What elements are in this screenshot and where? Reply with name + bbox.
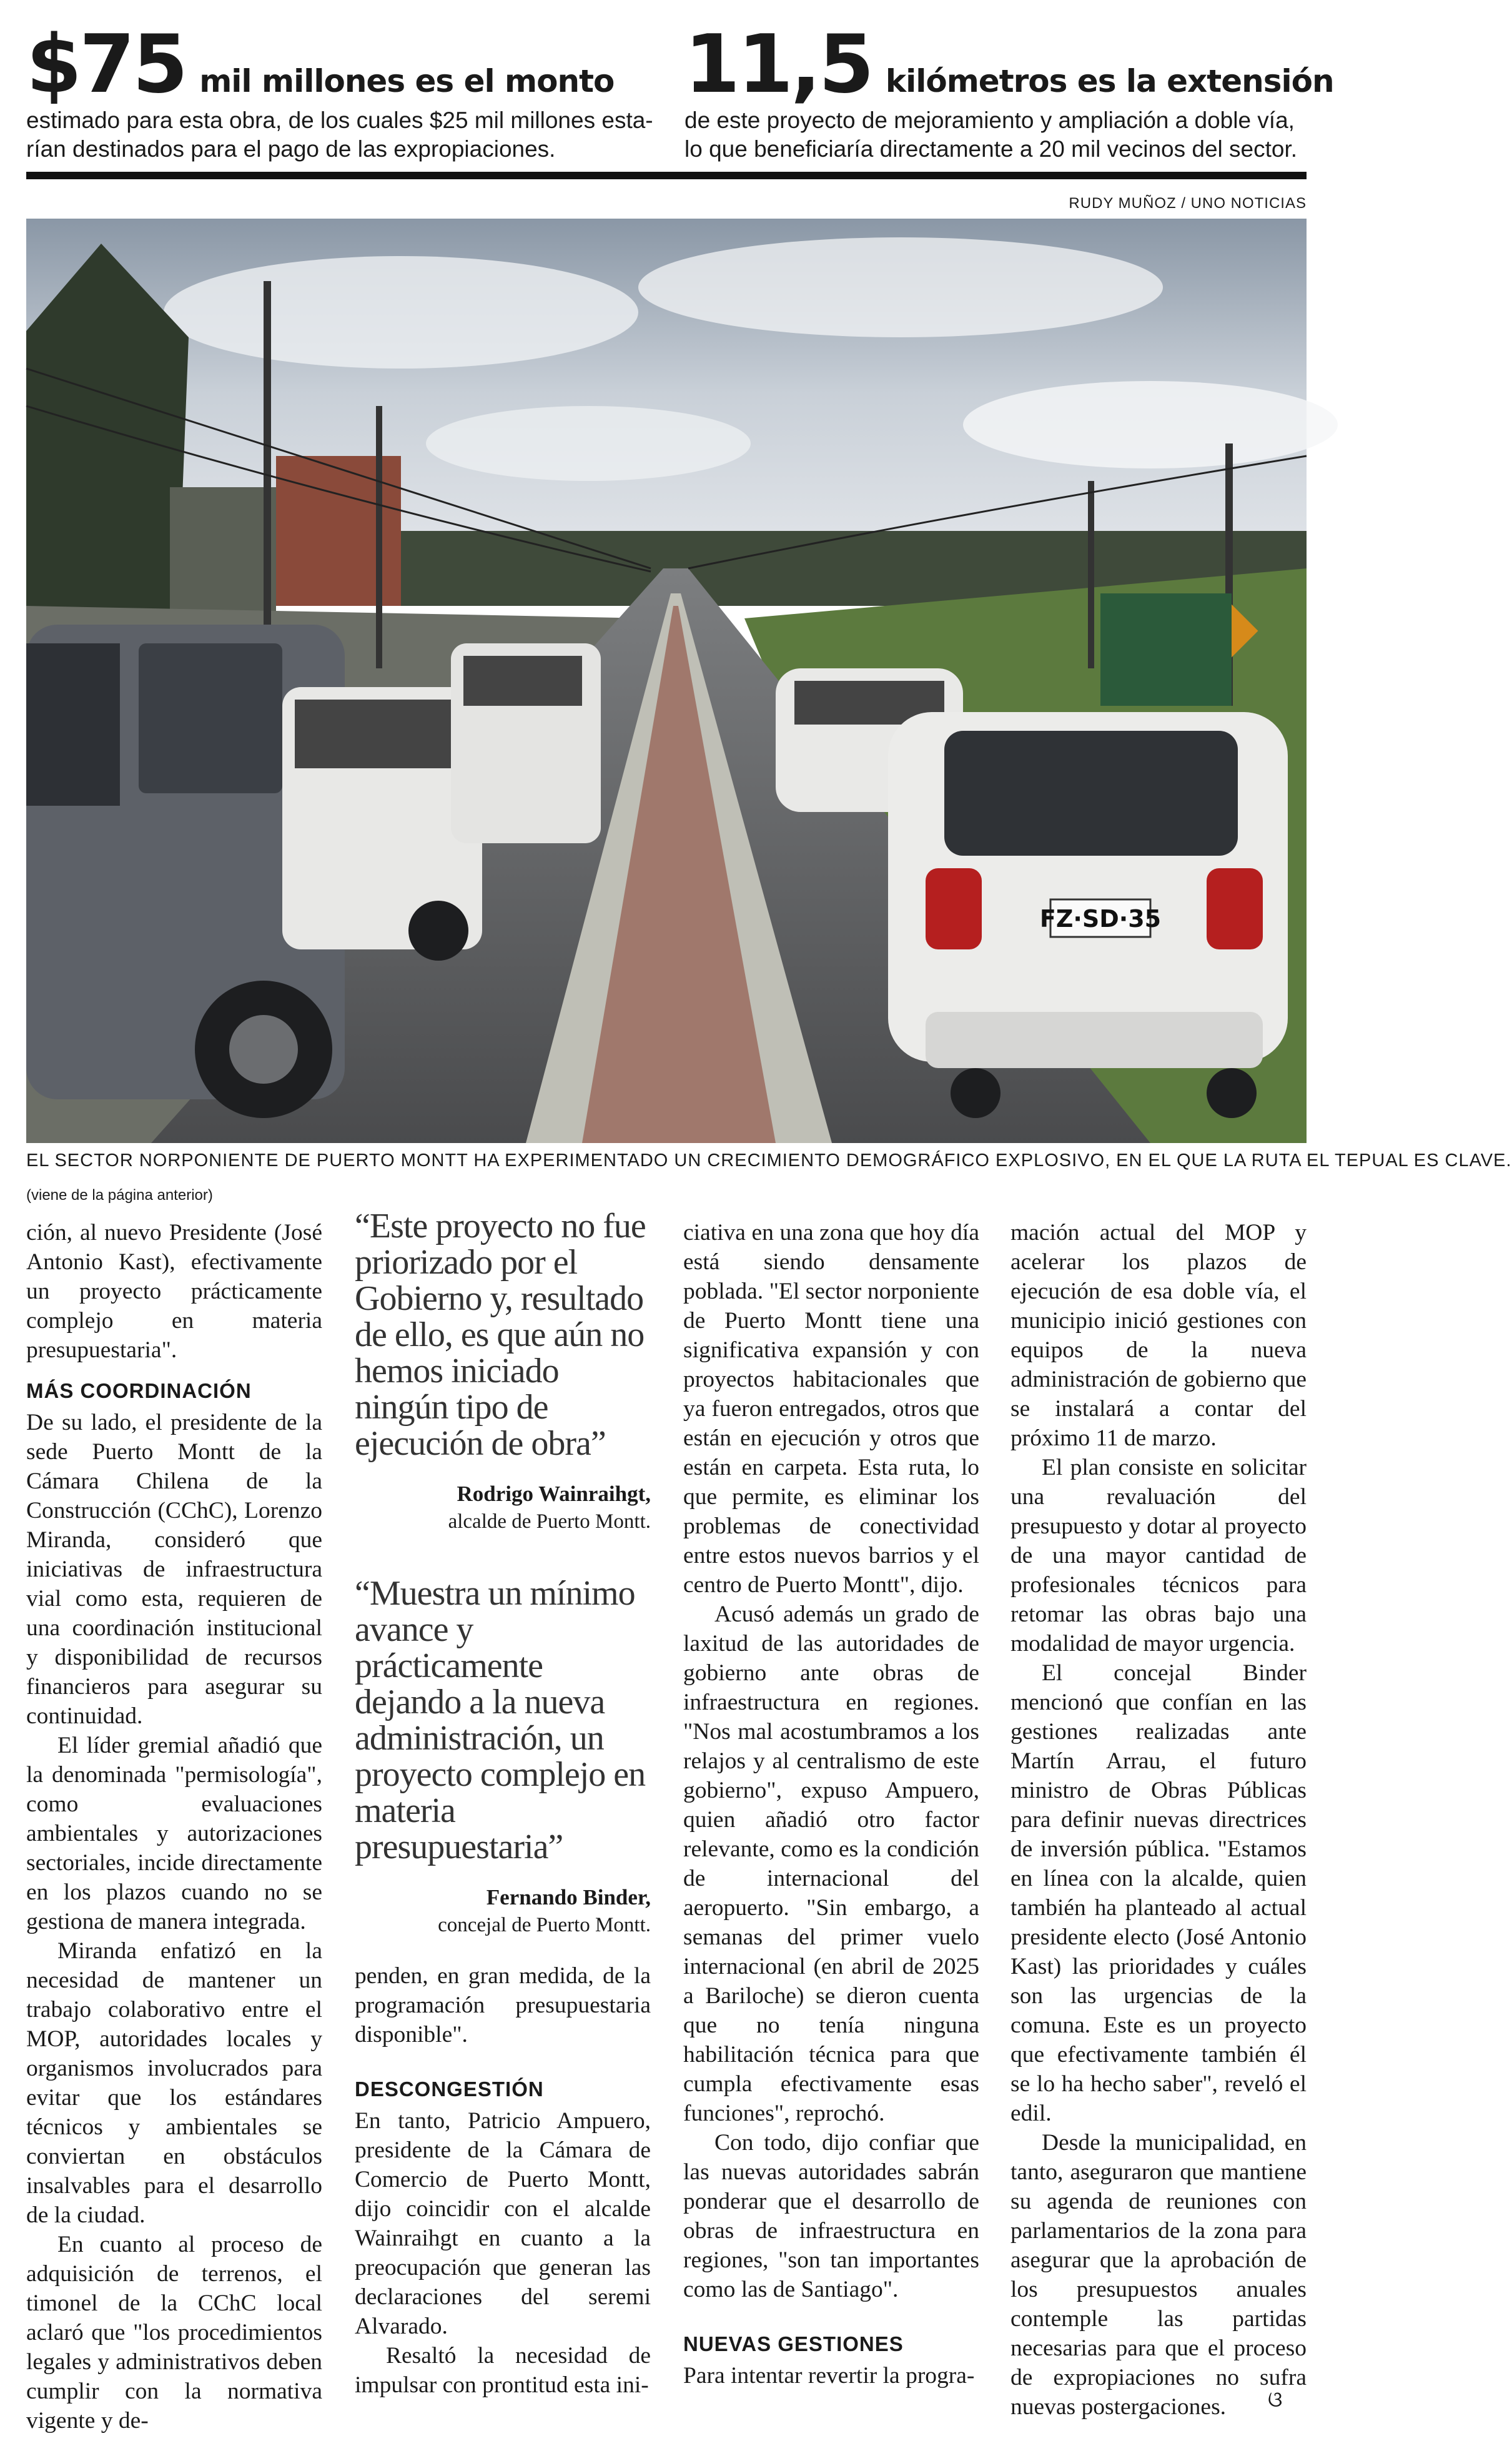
subheading: DESCONGESTIÓN	[355, 2077, 544, 2101]
quote-author: Fernando Binder,	[486, 1885, 651, 1909]
stat-figure: $75	[26, 18, 186, 111]
pole	[376, 406, 382, 668]
quote-role: concejal de Puerto Montt.	[438, 1914, 651, 1936]
pull-quote: “Este proyecto no fue priorizado por el Gobierno y, resultado de ello, es que aún no hemos iniciado ningún tipo de ejecución de obra”	[355, 1207, 646, 1463]
stat-headline: kilómetros es la extensión	[885, 63, 1334, 99]
end-of-article-icon: ଓ	[1268, 2387, 1283, 2412]
article-column-4	[1010, 1218, 1307, 2422]
road-photo	[26, 219, 1307, 1143]
white-car-left	[451, 643, 601, 843]
paragraph: En cuanto al proceso de adquisición de terrenos, el timonel de la CChC local aclaró que "los procedimientos legales y administrativos deben cumplir con la normativa vigente y de-	[26, 2232, 322, 2434]
truck-cab	[1100, 593, 1232, 706]
paragraph: Para intentar revertir la progra-	[683, 2363, 975, 2389]
cloud	[638, 237, 1163, 337]
paragraph: penden, en gran medida, de la programación presupuestaria disponible".	[355, 1963, 651, 2047]
paragraph: ción, al nuevo Presidente (José Antonio Kast), efectivamente un proyecto prácticamente complejo en materia presupuestaria".	[26, 1220, 322, 1363]
paragraph: En tanto, Patricio Ampuero, presidente de la Cámara de Comercio de Puerto Montt, dijo coincidir con el alcalde Wainraihgt en cuanto a la preocupación que generan las declaraciones del seremi Alvarado.	[355, 2108, 651, 2339]
pole	[264, 281, 271, 681]
cloud	[426, 406, 751, 481]
stat-block-cost	[26, 18, 670, 164]
cloud	[164, 256, 638, 369]
divider-rule	[26, 172, 1307, 179]
paragraph: Desde la municipalidad, en tanto, aseguraron que mantiene su agenda de reuniones con parlamentarios de la zona para asegurar que la aprobación de los presupuestos anuales contemple las partidas necesarias para que el proceso de expropiaciones no sufra nuevas postergaciones.	[1010, 2130, 1307, 2420]
paragraph: El plan consiste en solicitar una revaluación del presupuesto y dotar al proyecto de una mayor cantidad de profesionales técnicos para retomar las obras bajo una modalidad de mayor urgencia.	[1010, 1455, 1307, 1656]
building	[170, 487, 276, 612]
stat-detail: estimado para esta obra, de los cuales $25 mil millones esta-rían destinados para el pago de las expropiaciones.	[26, 107, 653, 162]
quote-author: Rodrigo Wainraihgt,	[457, 1482, 651, 1506]
paragraph: El concejal Binder mencionó que confían en las gestiones realizadas ante Martín Arrau, el futuro ministro de Obras Públicas para definir nuevas directrices de inversión pública. "Estamos en línea con la alcalde, quien también ha planteado al actual presidente electo (José Antonio Kast) las prioridades y cuáles son las urgencias de la comuna. Este es un proyecto que efectivamente también él se lo ha hecho saber", reveló el edil.	[1010, 1660, 1307, 2126]
cloud	[963, 381, 1338, 468]
pole	[1088, 481, 1094, 668]
paragraph: Con todo, dijo confiar que las nuevas autoridades sabrán ponderar que el desarrollo de obras de infraestructura en regiones, "son tan importantes como las de Santiago".	[683, 2130, 979, 2302]
article-column-2-text	[355, 1961, 651, 2400]
paragraph: mación actual del MOP y acelerar los plazos de ejecución de esa doble vía, el municipio inició gestiones con equipos de la nueva administración de gobierno que se instalará a contar del próximo 11 de marzo.	[1010, 1220, 1307, 1451]
stat-detail: de este proyecto de mejoramiento y ampliación a doble vía, lo que beneficiaría directamente a 20 mil vecinos del sector.	[684, 107, 1298, 162]
stat-figure: 11,5	[684, 18, 872, 111]
photo-credit: RUDY MUÑOZ / UNO NOTICIAS	[1069, 195, 1307, 212]
license-plate: FZ·SD·35	[1039, 905, 1162, 933]
quote-role: alcalde de Puerto Montt.	[448, 1510, 651, 1533]
white-car-main	[888, 712, 1288, 1118]
paragraph: Resaltó la necesidad de impulsar con prontitud esta ini-	[355, 2343, 651, 2398]
paragraph: De su lado, el presidente de la sede Puerto Montt de la Cámara Chilena de la Construcción (CChC), Lorenzo Miranda, consideró que iniciativas de infraestructura vial como esta, requieren de una coordinación institucional y disponibilidad de recursos financieros para asegurar su continuidad.	[26, 1410, 322, 1729]
pull-quote: “Muestra un mínimo avance y prácticamente dejando a la nueva administración, un proyecto complejo en materia presupuestaria”	[355, 1574, 646, 1866]
paragraph: El líder gremial añadió que la denominada "permisología", como evaluaciones ambientales y autorizaciones sectoriales, incide directamente en los plazos cuando no se gestiona de manera integrada.	[26, 1733, 322, 1934]
article-column-2	[355, 1208, 651, 1939]
subheading: NUEVAS GESTIONES	[683, 2332, 904, 2355]
paragraph: Miranda enfatizó en la necesidad de mantener un trabajo colaborativo entre el MOP, autoridades locales y organismos involucrados para evitar que los estándares técnicos y ambientales se conviertan en obstáculos insalvables para el desarrollo de la ciudad.	[26, 1938, 322, 2228]
subheading: MÁS COORDINACIÓN	[26, 1379, 252, 1402]
stat-block-length	[684, 18, 1334, 164]
stat-headline: mil millones es el monto	[199, 63, 615, 99]
quote-attribution	[355, 1480, 651, 1535]
paragraph: ciativa en una zona que hoy día está siendo densamente poblada. "El sector norponiente de Puerto Montt tiene una significativa expansión y con proyectos habitacionales que ya fueron entregados, otros que están en ejecución y otros que están en carpeta. Esta ruta, lo que permite, es eliminar los problemas de conectividad entre estos nuevos barrios y el centro de Puerto Montt", dijo.	[683, 1220, 979, 1598]
article-column-1	[26, 1218, 322, 2435]
photo-caption: EL SECTOR NORPONIENTE DE PUERTO MONTT HA EXPERIMENTADO UN CRECIMIENTO DEMOGRÁFICO EXPLOSIVO, EN EL QUE LA RUTA EL TEPUAL ES CLAVE.	[26, 1151, 1512, 1171]
continued-note: (viene de la página anterior)	[26, 1187, 213, 1204]
quote-attribution	[355, 1884, 651, 1939]
article-column-3	[683, 1218, 979, 2390]
paragraph: Acusó además un grado de laxitud de las autoridades de gobierno ante obras de infraestructura en regiones. "Nos mal acostumbramos a los relajos y al centralismo de este gobierno", expuso Ampuero, quien añadió otro factor relevante, como es la condición de internacional del aeropuerto. "Sin embargo, a semanas del primer vuelo internacional (en abril de 2025 a Bariloche) se dieron cuenta que no tenía ninguna habilitación técnica para que cumpla efectivamente esas funciones", reprochó.	[683, 1602, 979, 2126]
